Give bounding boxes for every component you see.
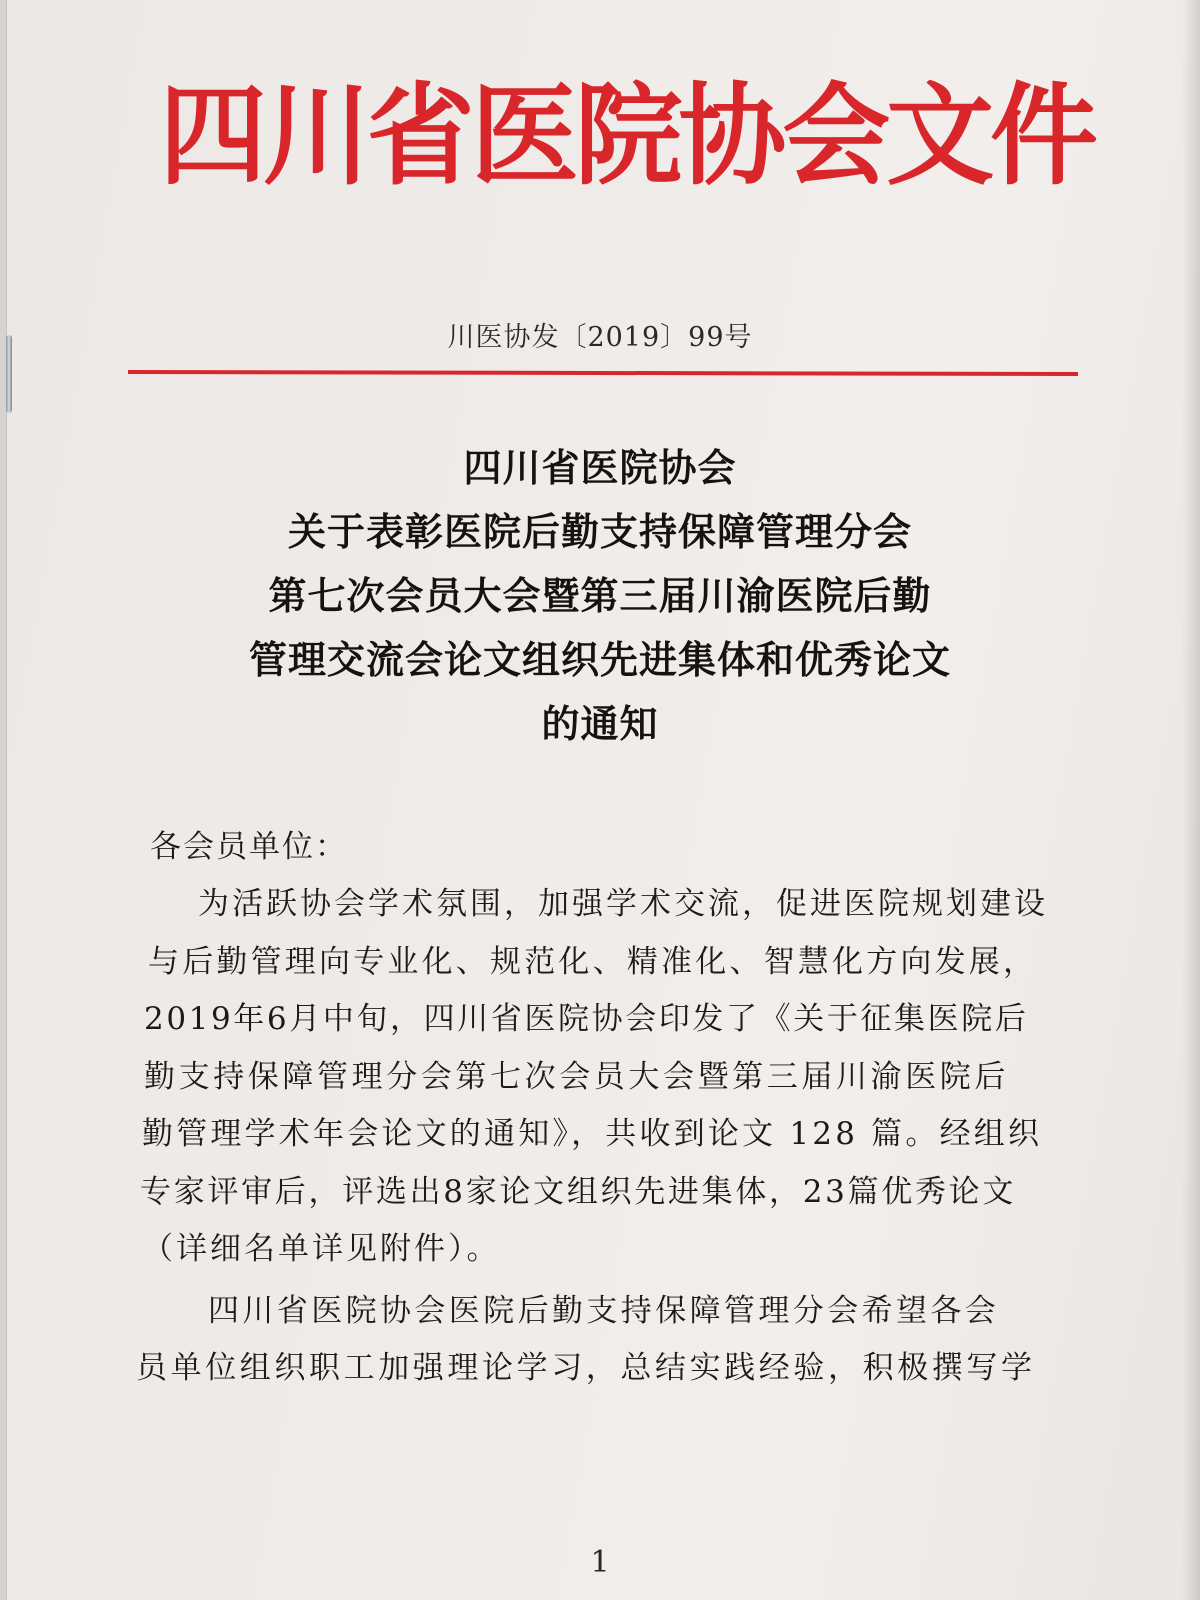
salutation: 各会员单位： [150, 829, 348, 865]
staple [6, 335, 12, 413]
title-line: 关于表彰医院后勤支持保障管理分会 [287, 510, 912, 554]
paragraph-line: （详细名单详见附件）。 [142, 1231, 501, 1267]
title-line: 四川省医院协会 [463, 446, 737, 490]
paragraph-line: 专家评审后，评选出8家论文组织先进集体，23篇优秀论文 [140, 1173, 1017, 1210]
document-title [120, 436, 1080, 756]
document-masthead: 四川省医院协会文件 [159, 71, 1095, 200]
paragraph-line: 四川省医院协会医院后勤支持保障管理分会希望各会 [208, 1292, 1000, 1329]
paragraph-line: 勤管理学术年会论文的通知》，共收到论文 128 篇。经组织 [142, 1116, 1043, 1152]
paragraph-line: 为活跃协会学术氛围，加强学术交流，促进医院规划建设 [198, 886, 1048, 922]
paragraph-line: 与后勤管理向专业化、规范化、精准化、智慧化方向发展， [148, 943, 1038, 980]
title-line: 管理交流会论文组织先进集体和优秀论文 [248, 638, 951, 682]
title-line: 第七次会员大会暨第三届川渝医院后勤 [268, 574, 932, 618]
page-number: 1 [590, 1545, 610, 1580]
body-paragraph-2 [136, 1283, 1096, 1398]
paragraph-line: 2019年6月中旬，四川省医院协会印发了《关于征集医院后 [144, 1001, 1029, 1037]
document-body [136, 818, 1096, 1398]
paragraph-line: 员单位组织职工加强理论学习，总结实践经验，积极撰写学 [136, 1350, 1036, 1386]
paragraph-line: 勤支持保障管理分会第七次会员大会暨第三届川渝医院后 [144, 1058, 1009, 1095]
red-divider-line [128, 370, 1078, 376]
body-paragraph-1 [136, 876, 1096, 1279]
page-shadow [1182, 0, 1200, 1600]
document-number: 川医协发〔2019〕99号 [447, 322, 753, 353]
title-line: 的通知 [541, 702, 659, 746]
paper-binding-edge [0, 0, 7, 1600]
